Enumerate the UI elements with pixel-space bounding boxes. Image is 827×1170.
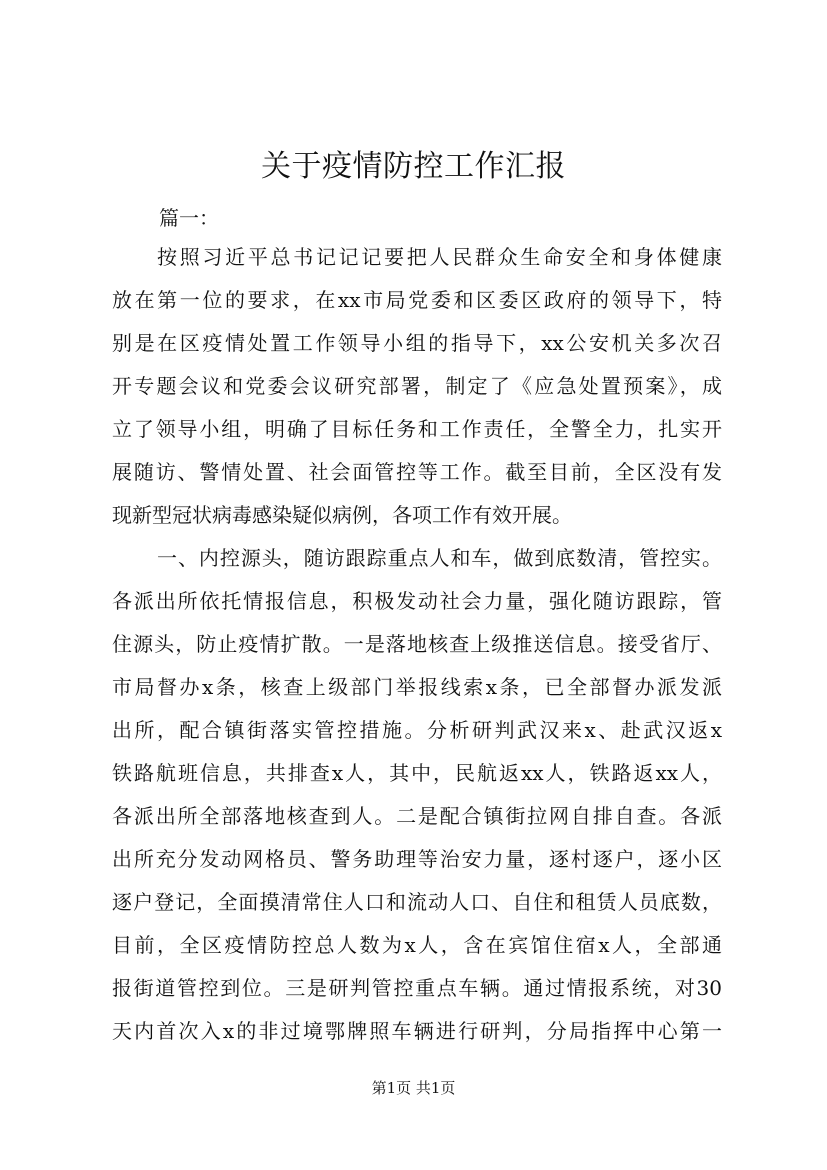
page-footer: 第1页 共1页 — [371, 1079, 456, 1097]
document-title: 关于疫情防控工作汇报 — [261, 149, 566, 184]
paragraph-line: 目前，全区疫情防控总人数为x人，含在宾馆住宿x人，全部通 — [112, 933, 722, 957]
paragraph-line: 各派出所全部落地核查到人。二是配合镇街拉网自排自查。各派 — [112, 804, 722, 828]
paragraph-line: 报街道管控到位。三是研判管控重点车辆。通过情报系统，对30 — [112, 976, 722, 1000]
paragraph-line: 展随访、警情处置、社会面管控等工作。截至目前，全区没有发 — [112, 460, 722, 484]
section-label: 篇一： — [159, 206, 219, 230]
paragraph-line: 各派出所依托情报信息，积极发动社会力量，强化随访跟踪，管 — [112, 589, 722, 613]
paragraph-line: 天内首次入x的非过境鄂牌照车辆进行研判，分局指挥中心第一 — [112, 1019, 722, 1043]
paragraph-line: 逐户登记，全面摸清常住人口和流动人口、自住和租赁人员底数， — [112, 890, 722, 914]
paragraph-line: 按照习近平总书记记记要把人民群众生命安全和身体健康 — [157, 245, 722, 269]
paragraph-line: 现新型冠状病毒感染疑似病例，各项工作有效开展。 — [112, 503, 572, 527]
paragraph-line: 市局督办x条，核查上级部门举报线索x条，已全部督办派发派 — [112, 675, 722, 699]
paragraph-line: 放在第一位的要求，在xx市局党委和区委区政府的领导下，特 — [112, 288, 722, 312]
paragraph-line: 出所，配合镇街落实管控措施。分析研判武汉来x、赴武汉返x — [112, 718, 722, 742]
paragraph-line: 开专题会议和党委会议研究部署，制定了《应急处置预案》，成 — [112, 374, 722, 398]
paragraph-line: 立了领导小组，明确了目标任务和工作责任，全警全力，扎实开 — [112, 417, 722, 441]
paragraph-line: 出所充分发动网格员、警务助理等治安力量，逐村逐户，逐小区 — [112, 847, 722, 871]
paragraph-line: 住源头，防止疫情扩散。一是落地核查上级推送信息。接受省厅、 — [112, 632, 722, 656]
paragraph-line: 别是在区疫情处置工作领导小组的指导下，xx公安机关多次召 — [112, 331, 722, 355]
paragraph-line: 一、内控源头，随访跟踪重点人和车，做到底数清，管控实。 — [157, 546, 722, 570]
paragraph-line: 铁路航班信息，共排查x人，其中，民航返xx人，铁路返xx人， — [112, 761, 722, 785]
